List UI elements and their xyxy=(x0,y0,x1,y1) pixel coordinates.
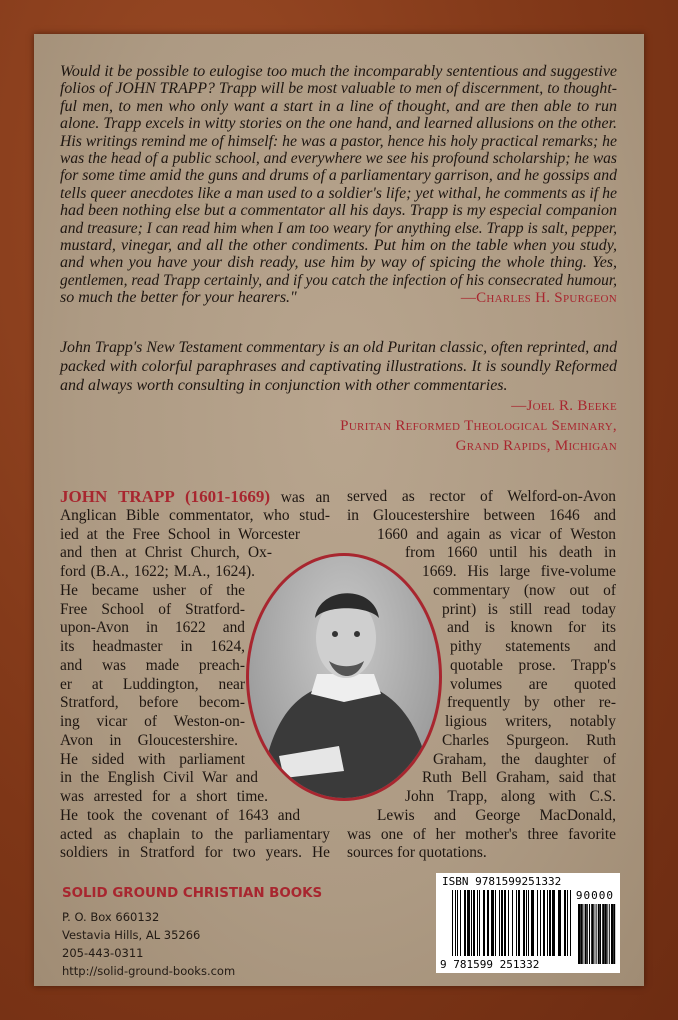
bio-line-first xyxy=(60,488,330,505)
bio-left-line: its headmaster in 1624, xyxy=(60,638,246,655)
beeke-attribution-seminary: Puritan Reformed Theological Seminary, xyxy=(340,418,617,434)
barcode-bar xyxy=(528,890,529,956)
isbn-barcode xyxy=(436,873,620,973)
bio-right-line: sources for quotations. xyxy=(347,844,487,862)
addon-bar xyxy=(609,904,610,964)
bio-left-line: Anglican Bible commentator, who stud- xyxy=(60,506,330,524)
quote-line: ful men, to men who only want a start in a line of thought, and are then able to run xyxy=(60,97,617,115)
barcode-bar xyxy=(526,890,527,956)
bio-left-line: ied at the Free School in Worcester xyxy=(60,525,301,543)
barcode-digits: 9 781599 251332 xyxy=(440,958,540,971)
publisher-city: Vestavia Hills, AL 35266 xyxy=(62,928,201,942)
quote-line: and treasure; I can read him when I am too weary for anything else. Trapp is salt, pepper, xyxy=(60,219,618,237)
bio-left-line: ford (B.A., 1622; M.A., 1624). xyxy=(60,563,255,580)
addon-bar xyxy=(580,904,582,964)
bio-right-line: volumes are quoted xyxy=(450,675,616,693)
addon-bar xyxy=(589,904,590,964)
portrait-engraving xyxy=(249,556,439,798)
quote-line: packed with colorful paraphrases and captivating illustrations. It is soundly Reformed xyxy=(60,358,617,375)
barcode-bar xyxy=(495,890,496,956)
bio-left-line: He took the covenant of 1643 and xyxy=(60,806,301,824)
john-trapp-portrait xyxy=(246,553,442,801)
addon-bar xyxy=(602,904,604,964)
barcode-bar xyxy=(537,890,538,956)
bio-right-line: was one of her mother's three favorite xyxy=(347,825,616,843)
bio-left-line: and then at Christ Church, Ox- xyxy=(60,544,272,562)
barcode-bar xyxy=(491,890,494,956)
bio-right-line: Lewis and George MacDonald, xyxy=(377,806,616,824)
addon-bar xyxy=(611,904,613,964)
quote-line: Would it be possible to eulogise too much the incomparably sententious and suggestive xyxy=(60,63,618,80)
barcode-bar xyxy=(508,890,509,956)
bio-left-line: Stratford, before becom- xyxy=(60,694,245,712)
isbn-label: ISBN 9781599251332 xyxy=(442,875,562,888)
quote-line: so much the better for your hearers." xyxy=(60,289,297,307)
addon-bar xyxy=(591,904,593,964)
barcode-bar xyxy=(564,890,566,956)
barcode-bar xyxy=(567,890,568,956)
barcode-bar xyxy=(518,890,520,956)
bio-right-line: frequently by other re- xyxy=(447,694,617,712)
quote-line: was the head of a public school, and everywhere we see his profound scholarship; he was xyxy=(60,150,617,167)
bio-left-line: in the English Civil War and xyxy=(60,769,258,787)
bio-right-line: print) is still read today xyxy=(442,600,616,618)
publisher-po-box: P. O. Box 660132 xyxy=(62,910,160,924)
addon-bar xyxy=(585,904,587,964)
barcode-bar xyxy=(549,890,551,956)
barcode-bar xyxy=(460,890,461,956)
barcode-bar xyxy=(501,890,503,956)
barcode-bar xyxy=(471,890,472,956)
quote-line: mustard, vinegar, and all the other condiments. Put him on the table when you study, xyxy=(60,237,617,254)
bio-text: was an xyxy=(269,489,331,506)
addon-bar xyxy=(607,904,608,964)
bio-right-line: from 1660 until his death in xyxy=(405,544,617,562)
barcode-bar xyxy=(477,890,478,956)
barcode-bar xyxy=(547,890,548,956)
barcode-bar xyxy=(523,890,525,956)
bio-left-line: upon-Avon in 1622 and xyxy=(60,619,245,637)
barcode-bar xyxy=(455,890,456,956)
bio-right-line: ligious writers, notably xyxy=(445,713,616,730)
bio-left-line: Free School of Stratford- xyxy=(60,600,245,618)
bio-left-line: er at Luddington, near xyxy=(60,675,245,693)
barcode-bar xyxy=(531,890,534,956)
barcode-bar xyxy=(487,890,489,956)
quote-line: gentlemen, read Trapp certainly, and if you catch the infection of his consecrated humour, xyxy=(60,271,618,289)
bio-name: JOHN TRAPP (1601-1669) xyxy=(60,487,270,506)
barcode-bar xyxy=(540,890,541,956)
bio-right-line: and is known for its xyxy=(447,619,616,637)
quote-line: John Trapp's New Testament commentary is an old Puritan classic, often reprinted, and xyxy=(60,339,618,356)
bio-right-line: commentary (now out of xyxy=(433,581,617,599)
barcode-bar xyxy=(457,890,458,956)
bio-left-line: acted as chaplain to the parliamentary xyxy=(60,825,330,843)
bio-right-line: 1669. His large five-volume xyxy=(422,563,617,580)
quote-line: alone. Trapp excels in witty stories on the one hand, and learned allusions on the other. xyxy=(60,115,617,133)
publisher-name: SOLID GROUND CHRISTIAN BOOKS xyxy=(62,886,323,901)
bio-left-line: and was made preach- xyxy=(60,656,245,674)
quote-line: and always worth consulting in conjunction with other commentaries. xyxy=(60,377,508,394)
addon-bar xyxy=(587,904,588,964)
bio-right-line: quotable prose. Trapp's xyxy=(450,656,616,674)
quote-line: His writings remind me of himself: he was a pastor, hence his holy practical remarks; he xyxy=(60,132,618,150)
bio-right-line: Ruth Bell Graham, said that xyxy=(422,769,616,787)
barcode-bar xyxy=(516,890,517,956)
quote-line: folios of JOHN TRAPP? Trapp will be most valuable to men of discernment, to thought- xyxy=(60,80,617,98)
bio-right-line: 1660 and again as vicar of Weston xyxy=(377,525,616,543)
bio-right-line: John Trapp, along with C.S. xyxy=(405,788,616,805)
quote-line: and when you have your dish ready, use him by way of spicing the whole thing. Yes, xyxy=(60,254,618,272)
barcode-bar xyxy=(504,890,506,956)
addon-bar xyxy=(600,904,601,964)
barcode-bar xyxy=(570,890,571,956)
price-code: 90000 xyxy=(575,889,614,902)
bio-left-line: was arrested for a short time. xyxy=(60,788,268,805)
publisher-website[interactable]: http://solid-ground-books.com xyxy=(62,964,236,978)
addon-bar xyxy=(596,904,597,964)
barcode-bar xyxy=(552,890,555,956)
bio-left-line: ing vicar of Weston-on- xyxy=(60,713,245,730)
bio-right-line: served as rector of Welford-on-Avon xyxy=(347,488,616,505)
addon-bar xyxy=(598,904,600,964)
barcode-bar xyxy=(543,890,545,956)
bio-left-line: He became usher of the xyxy=(60,581,246,599)
barcode-bar xyxy=(473,890,475,956)
barcode-bar xyxy=(479,890,480,956)
bio-left-line: Avon in Gloucestershire. xyxy=(60,731,238,749)
spurgeon-attribution: —Charles H. Spurgeon xyxy=(460,290,617,306)
bio-right-line: Graham, the daughter of xyxy=(433,750,616,768)
barcode-bar xyxy=(558,890,561,956)
bio-left-line: He sided with parliament xyxy=(60,750,245,768)
barcode-bar xyxy=(452,890,453,956)
addon-bar xyxy=(578,904,580,964)
addon-bar xyxy=(593,904,594,964)
addon-bar xyxy=(613,904,615,964)
bio-left-line: soldiers in Stratford for two years. He xyxy=(60,844,330,862)
publisher-phone: 205-443-0311 xyxy=(62,946,144,960)
quote-line: tells queer anecdotes like a man used to a soldier's life; yet withal, he comments as if he xyxy=(60,184,618,202)
bio-right-line: in Gloucestershire between 1646 and xyxy=(347,506,616,524)
barcode-bar xyxy=(483,890,485,956)
bio-right-line: pithy statements and xyxy=(450,638,616,655)
barcode-bar xyxy=(499,890,500,956)
barcode-bar xyxy=(512,890,513,956)
quote-line: for some time amid the guns and drums of a parliamentary garrison, and he gossips and xyxy=(60,167,618,185)
quote-line: had been nothing else but a commentator all his days. Trapp is my especial companion xyxy=(60,202,617,220)
bio-right-line: Charles Spurgeon. Ruth xyxy=(442,731,617,749)
barcode-bar xyxy=(467,890,470,956)
barcode-bar xyxy=(464,890,466,956)
addon-bar xyxy=(604,904,606,964)
beeke-attribution-name: —Joel R. Beeke xyxy=(511,398,617,414)
addon-bar xyxy=(582,904,583,964)
beeke-attribution-location: Grand Rapids, Michigan xyxy=(455,438,617,454)
